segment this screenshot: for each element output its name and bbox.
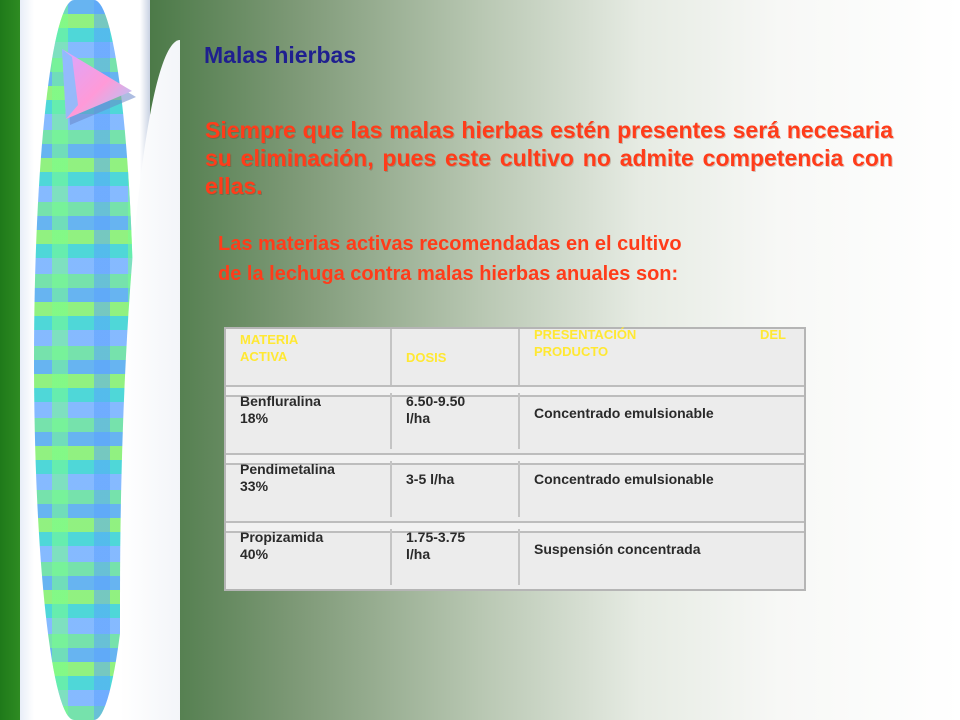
dosis-value: 3-5 l/ha xyxy=(406,471,455,487)
presentacion-value: Concentrado emulsionable xyxy=(534,471,714,487)
dosis-unit: l/ha xyxy=(406,546,431,562)
cell-materia xyxy=(226,461,392,517)
materia-name: Propizamida xyxy=(240,529,324,545)
dosis-unit: l/ha xyxy=(406,410,431,426)
left-green-bar xyxy=(0,0,20,720)
intro-paragraph: Siempre que las malas hierbas estén presentes será necesaria su eliminación, pues este cultivo no admite competencia con ellas. xyxy=(205,117,893,199)
herbicide-table xyxy=(224,327,806,591)
cell-materia xyxy=(226,393,392,449)
slide-title: Malas hierbas xyxy=(204,42,357,68)
header-presentacion xyxy=(520,326,804,382)
header-col1-line1: MATERIA xyxy=(240,332,299,347)
dosis-value: 1.75-3.75 xyxy=(406,529,466,545)
cell-presentacion xyxy=(520,461,804,517)
presentacion-value: Suspensión concentrada xyxy=(534,541,701,557)
recommendation-line-2: de la lechuga contra malas hierbas anuales son: xyxy=(218,263,679,285)
table-row xyxy=(226,531,804,589)
cell-dosis xyxy=(392,529,520,585)
dosis-value: 6.50-9.50 xyxy=(406,393,466,409)
materia-percent: 33% xyxy=(240,478,269,494)
table-header-row xyxy=(226,329,804,385)
presentacion-value: Concentrado emulsionable xyxy=(534,405,714,421)
recommendation-line-1: Las materias activas recomendadas en el cultivo xyxy=(218,233,682,255)
header-materia-activa xyxy=(226,329,392,385)
materia-percent: 18% xyxy=(240,410,269,426)
header-dosis: DOSIS xyxy=(392,329,520,385)
materia-percent: 40% xyxy=(240,546,269,562)
materia-name: Benfluralina xyxy=(240,393,321,409)
header-col1-line2: ACTIVA xyxy=(240,349,288,364)
header-col3-word2: DEL xyxy=(760,327,786,342)
cell-materia xyxy=(226,529,392,585)
recommendation-paragraph xyxy=(218,229,868,289)
triangle-icon xyxy=(58,45,138,130)
header-col3-line2: PRODUCTO xyxy=(534,344,609,359)
table-row xyxy=(226,395,804,453)
cell-dosis xyxy=(392,461,520,517)
cell-presentacion xyxy=(520,393,804,449)
table-row xyxy=(226,463,804,521)
cell-dosis xyxy=(392,393,520,449)
materia-name: Pendimetalina xyxy=(240,461,335,477)
cell-presentacion xyxy=(520,529,804,585)
header-col3-word1: PRESENTACIÓN xyxy=(534,327,637,342)
